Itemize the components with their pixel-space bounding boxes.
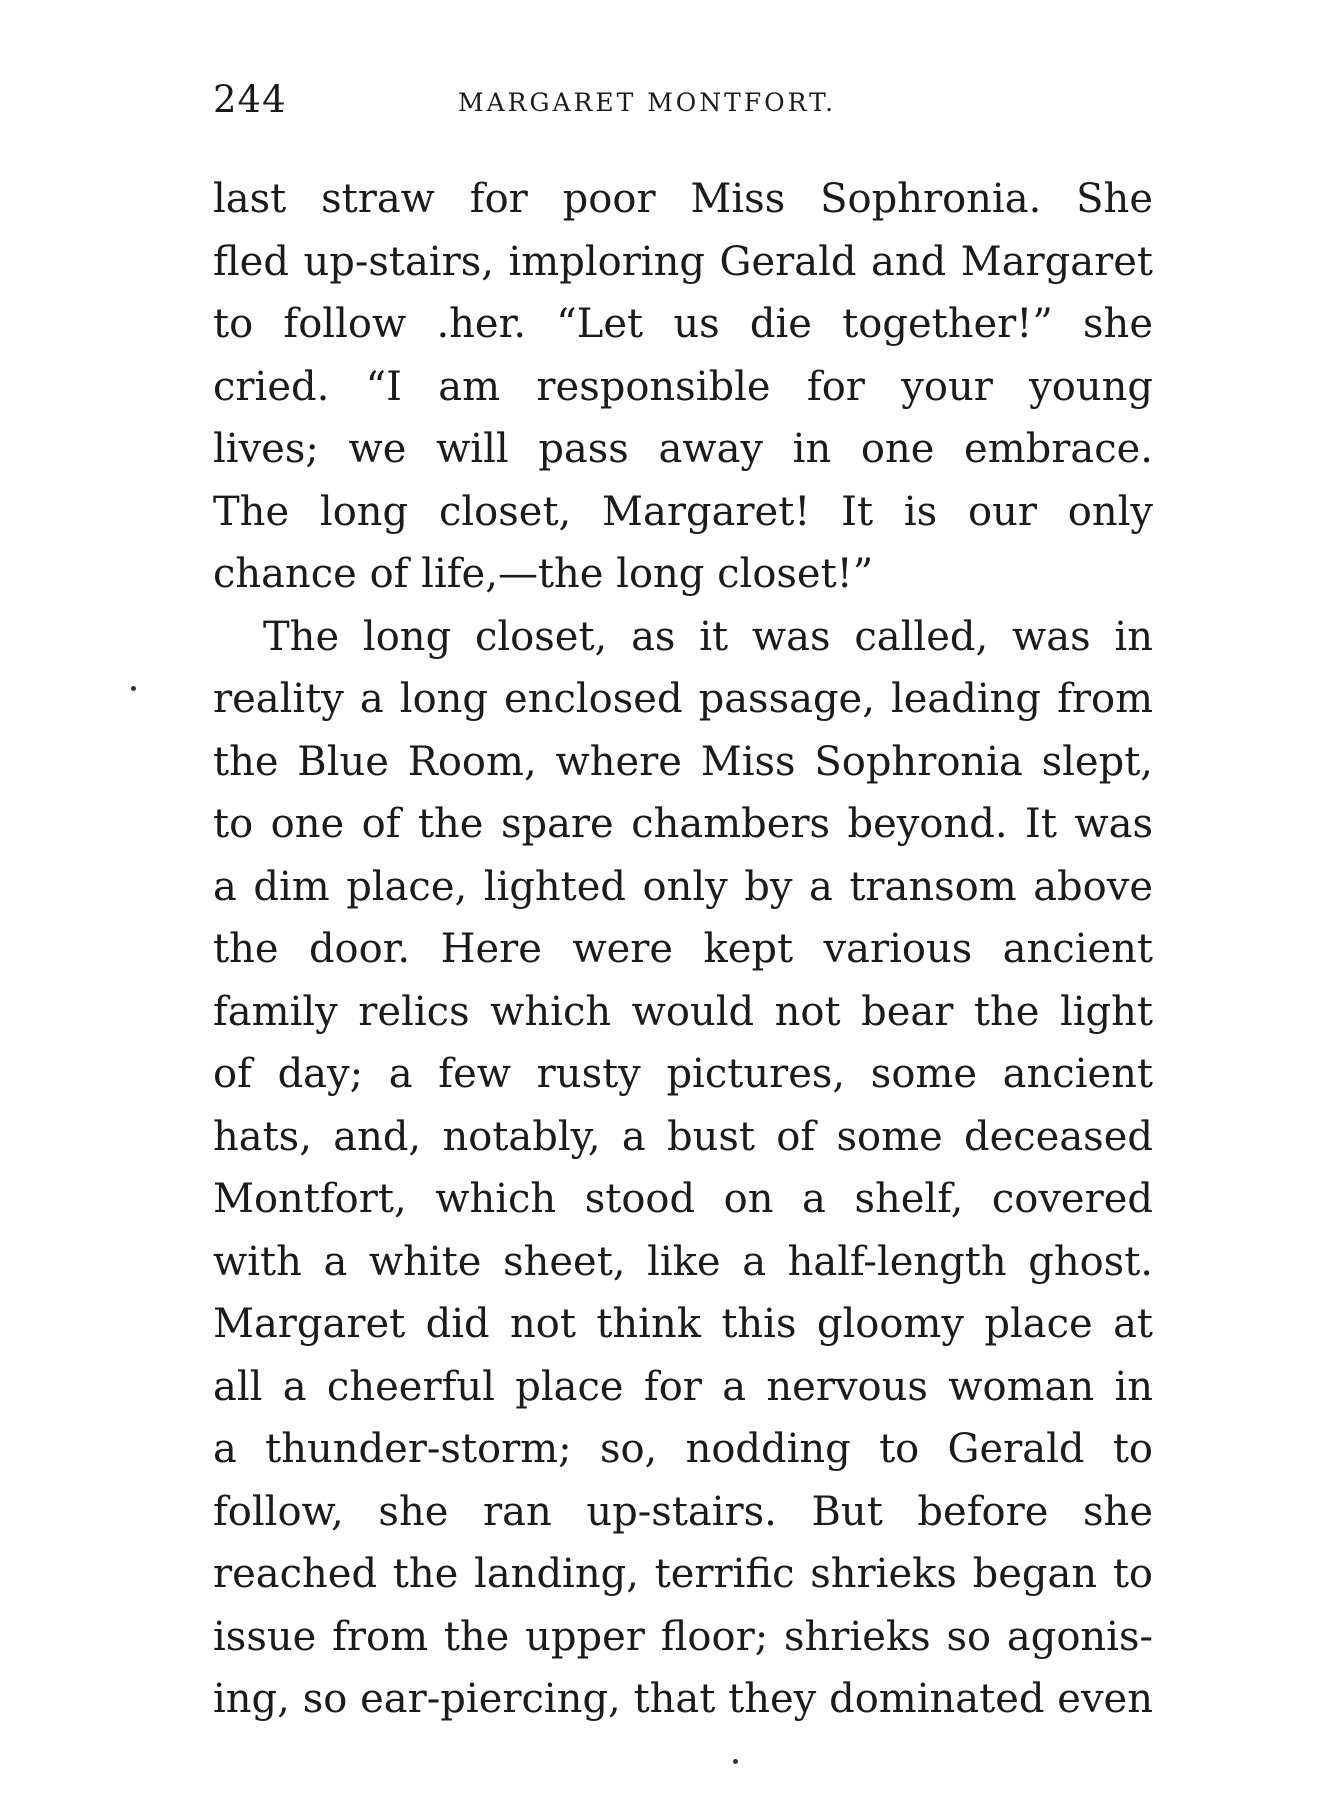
print-speck (733, 1759, 738, 1764)
page-number: 244 (213, 78, 287, 121)
print-speck (131, 686, 136, 691)
text-line: all a cheerful place for a nervous woman in (213, 1363, 1153, 1410)
text-line: reached the landing, terrific shrieks began to (213, 1551, 1153, 1597)
body-text (213, 168, 1153, 1731)
text-line: to one of the spare chambers beyond. It was (213, 801, 1153, 847)
text-line: to follow .her. “Let us die together!” she (213, 301, 1153, 347)
text-line: chance of life,—the long closet!” (213, 551, 874, 597)
text-line: fled up-stairs, imploring Gerald and Margaret (213, 238, 1153, 285)
running-title: MARGARET MONTFORT. (458, 88, 837, 117)
text-line: Margaret did not think this gloomy place at (213, 1301, 1153, 1347)
text-line: follow, she ran up-stairs. But before she (213, 1488, 1153, 1535)
text-line: The long closet, as it was called, was in (263, 613, 1153, 660)
text-line: Montfort, which stood on a shelf, covered (213, 1176, 1153, 1222)
text-line: cried. “I am responsible for your young (213, 363, 1153, 410)
text-line: of day; a few rusty pictures, some ancient (213, 1051, 1153, 1097)
text-line: ing, so ear-piercing, that they dominated even (213, 1676, 1153, 1722)
text-line: the door. Here were kept various ancient (213, 926, 1153, 972)
text-line: The long closet, Margaret! It is our only (213, 488, 1153, 535)
text-line: the Blue Room, where Miss Sophronia slept, (213, 738, 1153, 785)
text-line: issue from the upper floor; shrieks so agonis- (213, 1613, 1153, 1660)
text-line: family relics which would not bear the light (213, 988, 1153, 1035)
text-line: a thunder-storm; so, nodding to Gerald to (213, 1426, 1153, 1472)
text-line: reality a long enclosed passage, leading from (213, 676, 1153, 722)
text-line: with a white sheet, like a half-length ghost. (213, 1238, 1153, 1285)
text-line: a dim place, lighted only by a transom above (213, 863, 1153, 910)
text-line: lives; we will pass away in one embrace. (213, 426, 1153, 472)
text-line: hats, and, notably, a bust of some deceased (213, 1113, 1153, 1160)
text-line: last straw for poor Miss Sophronia. She (213, 176, 1153, 222)
